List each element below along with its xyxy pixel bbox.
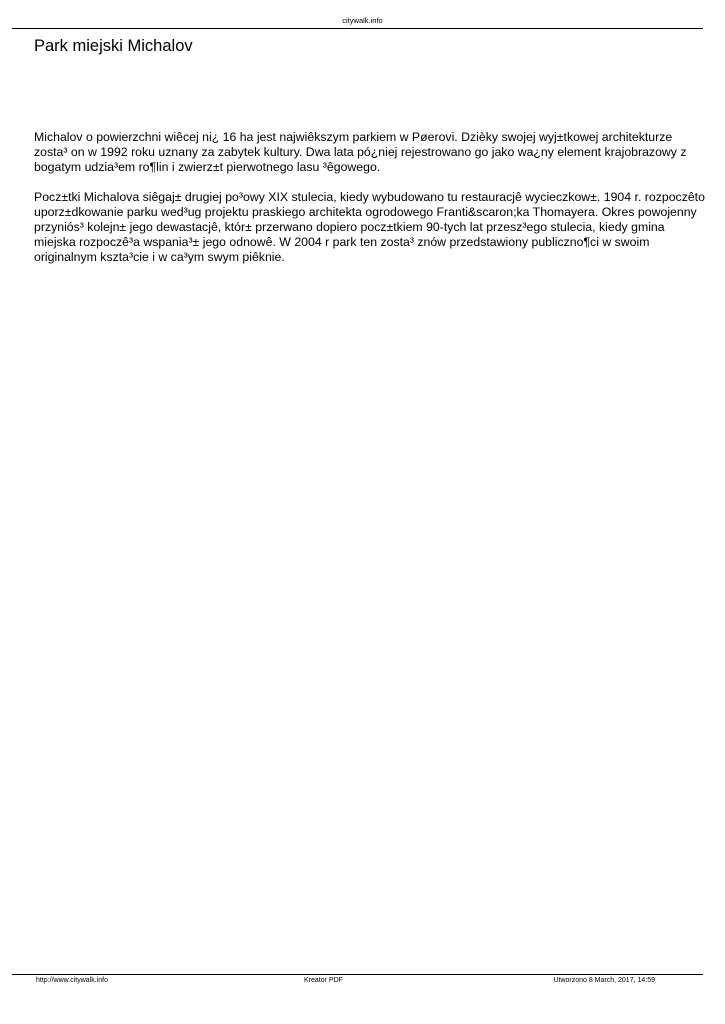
- footer-creator: Kreator PDF: [304, 977, 343, 984]
- footer-divider: [12, 974, 703, 975]
- article-paragraph: Michalov o powierzchni wiêcej ni¿ 16 ha jest najwiêkszym parkiem w Pøerovi. Dzièky swojej wyj±tkowej architekturze zosta³ on w 1992 roku uznany za zabytek kultury. Dwa lata pó¿niej rejestrowano go jako wa¿ny element krajobrazowy z bogatym udzia³em ro¶lin i zwierz±t pierwotnego lasu ³êgowego.: [34, 130, 687, 175]
- header-divider: [12, 28, 703, 29]
- footer-url-link[interactable]: http://www.citywalk.info: [36, 977, 108, 984]
- article-paragraph: Pocz±tki Michalova siêgaj± drugiej po³owy XIX stulecia, kiedy wybudowano tu restauracjê wycieczkow±. 1904 r. rozpoczêto uporz±dkowanie parku wed³ug projektu praskiego architekta ogrodowego Franti&scaron;ka Thomayera. Okres powojenny przyniós³ kolejn± jego dewastacjê, któr± przerwano dopiero pocz±tkiem 90-tych lat przesz³ego stulecia, kiedy gmina miejska rozpoczê³a wspania³± jego odnowê. W 2004 r park ten zosta³ znów przedstawiony publiczno¶ci w swoim originalnym kszta³cie i w ca³ym swym piêknie.: [34, 189, 705, 265]
- page-title: Park miejski Michalov: [34, 37, 193, 55]
- footer-created-date: Utworzono 8 March, 2017, 14:59: [553, 977, 655, 984]
- header-site-name: citywalk.info: [342, 16, 383, 25]
- article-body: [34, 130, 706, 280]
